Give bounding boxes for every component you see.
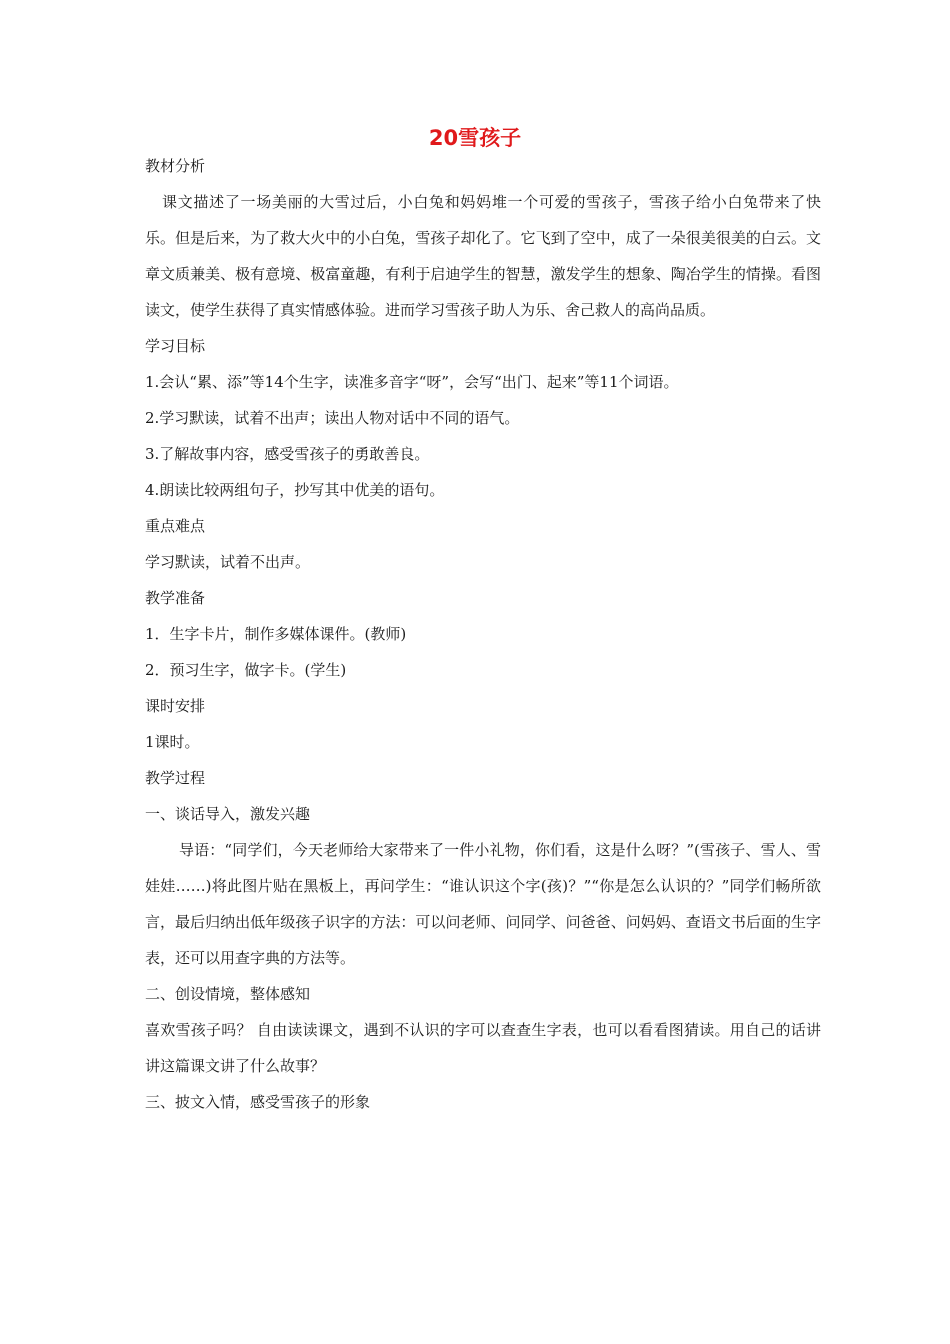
- goal-item: 3.了解故事内容，感受雪孩子的勇敢善良。: [145, 445, 430, 463]
- section-heading-analysis: 教材分析: [145, 157, 206, 175]
- preparation-item: 1．生字卡片，制作多媒体课件。(教师): [145, 625, 407, 643]
- section-heading-schedule: 课时安排: [145, 697, 206, 715]
- preparation-item: 2．预习生字，做字卡。(学生): [145, 661, 347, 679]
- goal-item: 4.朗读比较两组句子，抄写其中优美的语句。: [145, 481, 445, 499]
- section-heading-preparation: 教学准备: [145, 589, 206, 607]
- section-heading-process: 教学过程: [145, 769, 206, 787]
- analysis-paragraph: 课文描述了一场美丽的大雪过后，小白兔和妈妈堆一个可爱的雪孩子，雪孩子给小白兔带来了快乐。但是后来，为了救大火中的小白兔，雪孩子却化了。它飞到了空中，成了一朵很美很美的白云。文章文质兼美、极有意境、极富童趣，有利于启迪学生的智慧，激发学生的想象、陶冶学生的情操。看图读文，使学生获得了真实情感体验。进而学习雪孩子助人为乐、舍己救人的高尚品质。: [145, 193, 821, 319]
- key-points-text: 学习默读，试着不出声。: [145, 553, 311, 571]
- goal-item: 1.会认“累、添”等14个生字，读准多音字“呀”，会写“出门、起来”等11个词语。: [145, 373, 679, 391]
- document-title: 20雪孩子: [428, 126, 522, 150]
- section-heading-goals: 学习目标: [145, 337, 206, 355]
- process-step-text: 喜欢雪孩子吗？ 自由读读课文，遇到不认识的字可以查查生字表，也可以看看图猜读。用自己的话讲讲这篇课文讲了什么故事？: [145, 1021, 821, 1075]
- document-body: [145, 148, 821, 1120]
- process-step-text: 导语：“同学们，今天老师给大家带来了一件小礼物，你们看，这是什么呀？”(雪孩子、雪人、雪娃娃……)将此图片贴在黑板上，再问学生：“谁认识这个字(孩)？”“你是怎么认识的？”同学们畅所欲言，最后归纳出低年级孩子识字的方法：可以问老师、问同学、问爸爸、问妈妈、查语文书后面的生字表，还可以用查字典的方法等。: [145, 841, 821, 967]
- process-step-heading: 一、谈话导入，激发兴趣: [145, 805, 311, 823]
- goal-item: 2.学习默读，试着不出声；读出人物对话中不同的语气。: [145, 409, 520, 427]
- section-heading-key-points: 重点难点: [145, 517, 206, 535]
- schedule-text: 1课时。: [145, 733, 200, 751]
- process-step-heading: 二、创设情境，整体感知: [145, 985, 311, 1003]
- process-step-heading: 三、披文入情，感受雪孩子的形象: [145, 1093, 371, 1111]
